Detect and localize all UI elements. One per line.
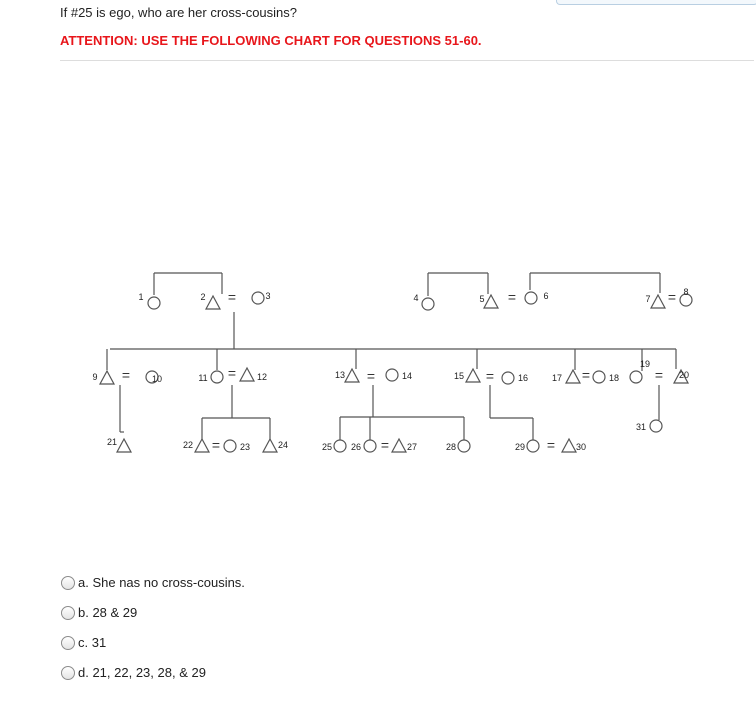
- individual-number: 13: [334, 370, 346, 380]
- answer-option-b[interactable]: [61, 605, 137, 620]
- marriage-sign: =: [667, 289, 677, 305]
- marriage-sign: =: [581, 367, 591, 383]
- answer-option-a[interactable]: [61, 575, 245, 590]
- individual-number: 1: [138, 292, 144, 302]
- marriage-sign: =: [121, 367, 131, 383]
- marriage-sign: =: [366, 368, 376, 384]
- female-circle: [458, 440, 470, 452]
- radio-button[interactable]: [61, 576, 75, 590]
- individual-number: 2: [200, 292, 206, 302]
- individual-number: 29: [514, 442, 526, 452]
- female-circle: [527, 440, 539, 452]
- individual-number: 27: [406, 442, 418, 452]
- male-triangle: [117, 439, 131, 452]
- male-triangle: [562, 439, 576, 452]
- individual-number: 14: [401, 371, 413, 381]
- female-circle: [148, 297, 160, 309]
- individual-number: 24: [277, 440, 289, 450]
- female-circle: [364, 440, 376, 452]
- marriage-sign: =: [654, 367, 664, 383]
- female-circle: [252, 292, 264, 304]
- male-triangle: [195, 439, 209, 452]
- individual-number: 22: [182, 440, 194, 450]
- answer-label: a. She nas no cross-cousins.: [78, 575, 245, 590]
- answer-label: d. 21, 22, 23, 28, & 29: [78, 665, 206, 680]
- marriage-sign: =: [485, 368, 495, 384]
- female-circle: [525, 292, 537, 304]
- male-triangle: [566, 370, 580, 383]
- individual-number: 9: [92, 372, 98, 382]
- individual-number: 25: [321, 442, 333, 452]
- individual-number: 18: [608, 373, 620, 383]
- radio-button[interactable]: [61, 666, 75, 680]
- attention-notice: ATTENTION: USE THE FOLLOWING CHART FOR QUESTIONS 51-60.: [60, 33, 482, 48]
- male-triangle: [345, 369, 359, 382]
- male-triangle: [392, 439, 406, 452]
- female-circle: [650, 420, 662, 432]
- marriage-sign: =: [546, 437, 556, 453]
- individual-number: 12: [256, 372, 268, 382]
- individual-number: 20: [678, 370, 690, 380]
- individual-number: 28: [445, 442, 457, 452]
- individual-number: 10: [151, 374, 163, 384]
- individual-number: 17: [551, 373, 563, 383]
- individual-number: 16: [517, 373, 529, 383]
- female-circle: [334, 440, 346, 452]
- female-circle: [224, 440, 236, 452]
- male-triangle: [100, 371, 114, 384]
- individual-number: 31: [635, 422, 647, 432]
- female-circle: [422, 298, 434, 310]
- individual-number: 15: [453, 371, 465, 381]
- answer-option-c[interactable]: [61, 635, 106, 650]
- answer-label: b. 28 & 29: [78, 605, 138, 620]
- marriage-sign: =: [227, 365, 237, 381]
- marriage-sign: =: [227, 289, 237, 305]
- female-circle: [211, 371, 223, 383]
- marriage-sign: =: [380, 437, 390, 453]
- individual-number: 26: [350, 442, 362, 452]
- female-circle: [386, 369, 398, 381]
- marriage-sign: =: [211, 437, 221, 453]
- female-circle: [630, 371, 642, 383]
- answer-option-d[interactable]: [61, 665, 206, 680]
- female-circle: [593, 371, 605, 383]
- individual-number: 5: [479, 294, 485, 304]
- radio-button[interactable]: [61, 636, 75, 650]
- individual-number: 21: [106, 437, 118, 447]
- individual-number: 6: [543, 291, 549, 301]
- individual-number: 4: [413, 293, 419, 303]
- male-triangle: [466, 369, 480, 382]
- individual-number: 11: [198, 373, 208, 383]
- individual-number: 8: [683, 287, 689, 297]
- male-triangle: [263, 439, 277, 452]
- individual-number: 7: [645, 294, 651, 304]
- radio-button[interactable]: [61, 606, 75, 620]
- male-triangle: [206, 296, 220, 309]
- individual-number: 19: [639, 359, 651, 369]
- individual-number: 3: [265, 291, 271, 301]
- answer-label: c. 31: [78, 635, 107, 650]
- female-circle: [502, 372, 514, 384]
- male-triangle: [651, 295, 665, 308]
- male-triangle: [240, 368, 254, 381]
- marriage-sign: =: [507, 289, 517, 305]
- question-text: If #25 is ego, who are her cross-cousins?: [60, 5, 298, 20]
- male-triangle: [484, 295, 498, 308]
- individual-number: 30: [575, 442, 587, 452]
- individual-number: 23: [239, 442, 251, 452]
